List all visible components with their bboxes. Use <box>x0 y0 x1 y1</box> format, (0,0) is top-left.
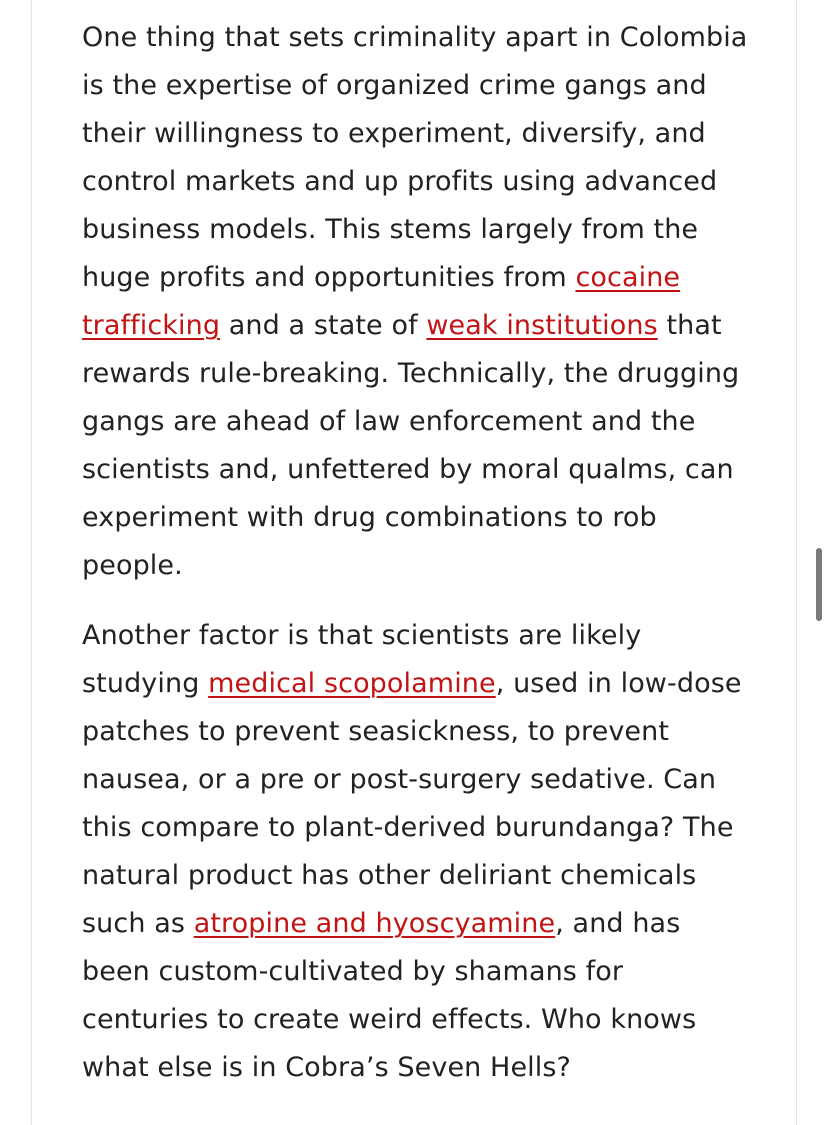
cocaine-trafficking-link[interactable]: cocaine trafficking <box>82 262 681 341</box>
paragraph-text: Another factor is that scientists are likely studying <box>82 620 642 699</box>
article-body <box>82 14 752 1114</box>
paragraph-text: , and has been custom-cultivated by shamans for centuries to create weird effects. Who knows what else is in Cobra’s Seven Hells? <box>82 908 697 1083</box>
weak-institutions-link[interactable]: weak institutions <box>426 310 658 341</box>
medical-scopolamine-link[interactable]: medical scopolamine <box>208 668 496 699</box>
paragraph-text: that rewards rule-breaking. Technically, the drugging gangs are ahead of law enforcement and the scientists and, unfettered by moral qualms, can experiment with drug combinations to rob people. <box>82 310 740 581</box>
paragraph-scopolamine <box>82 612 752 1092</box>
content-border-right <box>796 0 797 1125</box>
paragraph-text: , used in low-dose patches to prevent seasickness, to prevent nausea, or a pre or post-surgery sedative. Can this compare to plant-derived burundanga? The natural product has other deliriant chemicals such as <box>82 668 742 939</box>
content-border-left <box>31 0 32 1125</box>
paragraph-text: One thing that sets criminality apart in Colombia is the expertise of organized crime gangs and their willingness to experiment, diversify, and control markets and up profits using advanced business models. This stems largely from the huge profits and opportunities from <box>82 22 748 293</box>
paragraph-text: and a state of <box>220 310 427 341</box>
atropine-hyoscyamine-link[interactable]: atropine and hyoscyamine <box>193 908 556 939</box>
paragraph-criminality <box>82 14 752 590</box>
scrollbar-thumb[interactable] <box>816 548 822 621</box>
